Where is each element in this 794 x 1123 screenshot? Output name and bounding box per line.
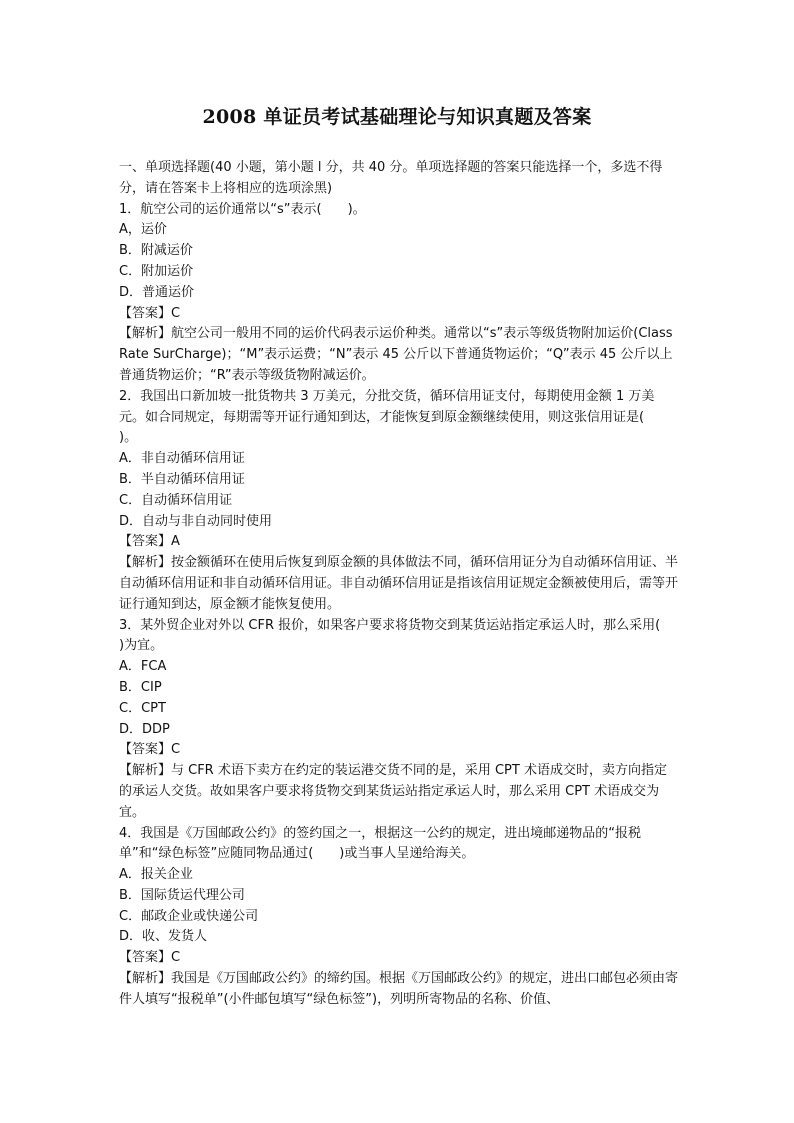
option-c: C．邮政企业或快递公司	[119, 908, 259, 924]
option-b: B．附减运价	[119, 243, 193, 259]
option-a: A．非自动循环信用证	[119, 451, 245, 467]
document-title: 2008 单证员考试基础理论与知识真题及答案	[202, 106, 592, 128]
answer: 【答案】C	[119, 742, 181, 758]
option-b: B．国际货运代理公司	[119, 887, 245, 903]
option-a: A，运价	[119, 222, 167, 238]
section-heading: 一、单项选择题(40 小题，第小题 l 分，共 40 分。单项选择题的答案只能选择一个，多选不得分，请在答案卡上将相应的选项涂黑)	[119, 160, 663, 196]
option-b: B．半自动循环信用证	[119, 471, 245, 487]
answer: 【答案】C	[119, 950, 181, 966]
option-a: A．报关企业	[119, 867, 193, 883]
question-stem: 3．某外贸企业对外以 CFR 报价，如果客户要求将货物交到某货运站指定承运人时，那么采用( )为宜。	[119, 617, 687, 654]
option-d: D．DDP	[119, 721, 170, 737]
analysis: 【解析】按金额循环在使用后恢复到原金额的具体做法不同，循环信用证分为自动循环信用证、半自动循环信用证和非自动循环信用证。非自动循环信用证是指该信用证规定金额被使用后，需等开证行通知到达，原金额才能恢复使用。	[119, 555, 679, 612]
analysis: 【解析】航空公司一般用不同的运价代码表示运价种类。通常以“s”表示等级货物附加运价(Class Rate SurCharge)；“M”表示运费；“N”表示 45 公斤以下普通货物运价；“Q”表示 45 公斤以上普通货物运价；“R”表示等级货物附减运价。	[119, 326, 673, 383]
option-a: A．FCA	[119, 659, 167, 675]
option-d: D．普通运价	[119, 284, 195, 300]
option-c: C．附加运价	[119, 263, 194, 279]
document-body	[119, 158, 687, 1011]
analysis: 【解析】与 CFR 术语下卖方在约定的装运港交货不同的是，采用 CPT 术语成交时，卖方向指定的承运人交货。故如果客户要求将货物交到某货运站指定承运人时，那么采用 CPT 术语成交为宜。	[119, 763, 667, 820]
analysis: 【解析】我国是《万国邮政公约》的缔约国。根据《万国邮政公约》的规定，进出口邮包必须由寄件人填写“报税单”(小件邮包填写“绿色标签”)，列明所寄物品的名称、价值、	[119, 971, 679, 1007]
option-d: D．收、发货人	[119, 929, 208, 945]
option-b: B．CIP	[119, 679, 162, 695]
question-stem: 1．航空公司的运价通常以“s”表示( )。	[119, 201, 366, 217]
question-stem: 2．我国出口新加坡一批货物共 3 万美元，分批交货，循环信用证支付，每期使用金额 1 万美元。如合同规定，每期需等开证行通知到达，才能恢复到原金额继续使用，则这张信用证是( )。	[119, 388, 671, 446]
answer: 【答案】C	[119, 305, 181, 321]
option-d: D．自动与非自动同时使用	[119, 513, 273, 529]
option-c: C．CPT	[119, 700, 166, 716]
answer: 【答案】A	[119, 534, 180, 550]
option-c: C．自动循环信用证	[119, 492, 233, 508]
question-stem: 4．我国是《万国邮政公约》的签约国之一，根据这一公约的规定，进出境邮递物品的“报税单”和“绿色标签”应随同物品通过( )或当事人呈递给海关。	[119, 825, 642, 862]
